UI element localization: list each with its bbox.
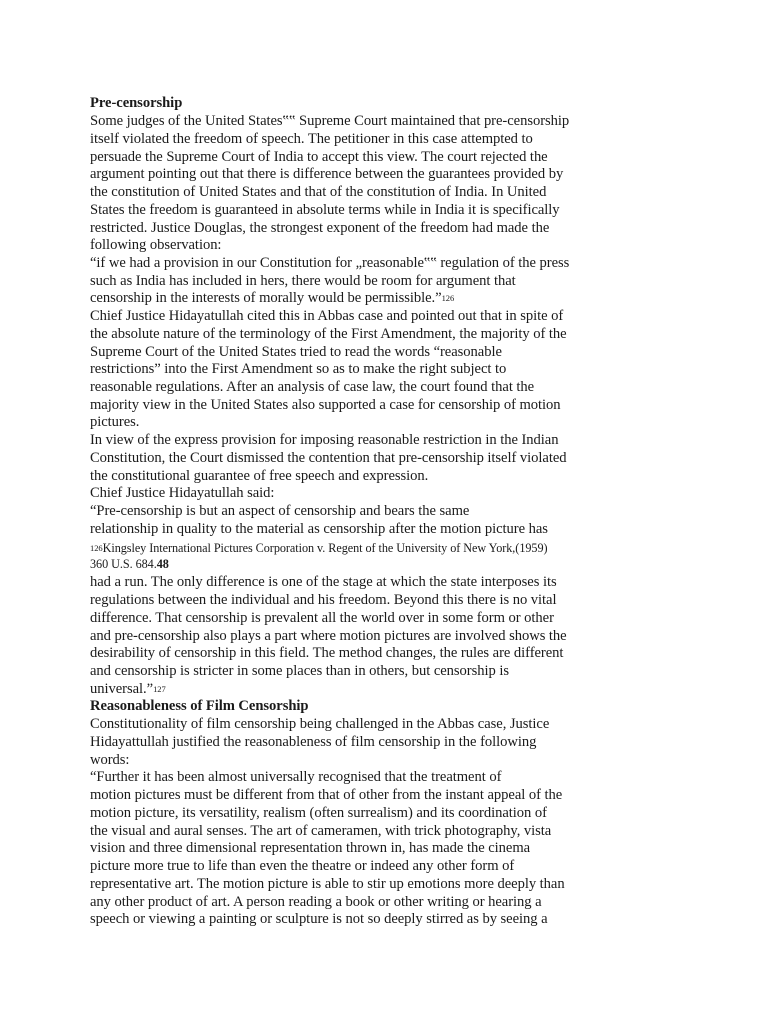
text-line: words:: [90, 752, 130, 768]
text-line: the constitutional guarantee of free speech and expression.: [90, 468, 429, 484]
footnote-ref-126: 126: [441, 293, 455, 303]
quote-text: universal.”: [90, 681, 154, 697]
quote-line: desirability of censorship in this field. The method changes, the rules are different: [90, 645, 564, 661]
text-line: following observation:: [90, 237, 222, 253]
quote-line: motion pictures must be different from that of other from the instant appeal of the: [90, 787, 563, 803]
text-line: argument pointing out that there is difference between the guarantees provided by: [90, 166, 564, 182]
quote-line: and pre-censorship also plays a part where motion pictures are involved shows the: [90, 628, 567, 644]
text-line: restricted. Justice Douglas, the strongest exponent of the freedom had made the: [90, 220, 550, 236]
quote-line: motion picture, its versatility, realism (often surrealism) and its coordination of: [90, 805, 547, 821]
text-line: the absolute nature of the terminology of the First Amendment, the majority of the: [90, 326, 567, 342]
section-heading-pre-censorship: Pre-censorship: [90, 95, 183, 111]
quote-line: [90, 680, 166, 698]
text-line: Some judges of the United States‟‟ Supreme Court maintained that pre-censorship: [90, 113, 570, 129]
page-number: 48: [156, 557, 169, 571]
quote-line: relationship in quality to the material as censorship after the motion picture has: [90, 521, 548, 537]
text-line: Constitution, the Court dismissed the contention that pre-censorship itself violated: [90, 450, 567, 466]
quote-line: the visual and aural senses. The art of cameramen, with trick photography, vista: [90, 823, 552, 839]
footnote-label-126: 126: [90, 543, 103, 553]
quote-line: picture more true to life than even the theatre or indeed any other form of: [90, 858, 515, 874]
quote-line: any other product of art. A person reading a book or other writing or hearing a: [90, 894, 542, 910]
footnote-text: Kingsley International Pictures Corporation v. Regent of the University of New York,(1959): [102, 541, 548, 555]
quote-line: [90, 289, 454, 307]
section-heading-reasonableness: Reasonableness of Film Censorship: [90, 698, 309, 714]
text-line: persuade the Supreme Court of India to accept this view. The court rejected the: [90, 149, 548, 165]
text-line: restrictions” into the First Amendment so as to make the right subject to: [90, 361, 507, 377]
quote-line: “Pre-censorship is but an aspect of censorship and bears the same: [90, 503, 470, 519]
quote-text: censorship in the interests of morally would be permissible.”: [90, 290, 442, 306]
footnote-text: 360 U.S. 684.: [90, 557, 157, 571]
quote-line: “if we had a provision in our Constitution for „reasonable‟‟ regulation of the press: [90, 255, 570, 271]
quote-line: such as India has included in hers, there would be room for argument that: [90, 273, 516, 289]
text-line: the constitution of United States and that of the constitution of India. In United: [90, 184, 547, 200]
text-line: pictures.: [90, 414, 140, 430]
quote-line: representative art. The motion picture is able to stir up emotions more deeply than: [90, 876, 565, 892]
quote-line: had a run. The only difference is one of the stage at which the state interposes its: [90, 574, 557, 590]
text-line: Chief Justice Hidayatullah cited this in Abbas case and pointed out that in spite of: [90, 308, 564, 324]
text-line: In view of the express provision for imposing reasonable restriction in the Indian: [90, 432, 559, 448]
footnote-126-continued: [90, 556, 169, 572]
quote-line: “Further it has been almost universally recognised that the treatment of: [90, 769, 502, 785]
text-line: States the freedom is guaranteed in absolute terms while in India it is specifically: [90, 202, 560, 218]
quote-line: vision and three dimensional representation thrown in, has made the cinema: [90, 840, 531, 856]
footnote-126: [90, 540, 548, 556]
text-line: Supreme Court of the United States tried to read the words “reasonable: [90, 344, 502, 360]
quote-line: and censorship is stricter in some places than in others, but censorship is: [90, 663, 509, 679]
text-line: reasonable regulations. After an analysis of case law, the court found that the: [90, 379, 535, 395]
text-line: itself violated the freedom of speech. The petitioner in this case attempted to: [90, 131, 533, 147]
quote-line: speech or viewing a painting or sculpture is not so deeply stirred as by seeing a: [90, 911, 548, 927]
text-line: Chief Justice Hidayatullah said:: [90, 485, 275, 501]
text-line: Constitutionality of film censorship being challenged in the Abbas case, Justice: [90, 716, 550, 732]
footnote-ref-127: 127: [153, 684, 166, 694]
quote-line: regulations between the individual and his freedom. Beyond this there is no vital: [90, 592, 557, 608]
text-line: Hidayattullah justified the reasonableness of film censorship in the following: [90, 734, 537, 750]
quote-line: difference. That censorship is prevalent all the world over in some form or other: [90, 610, 554, 626]
text-line: majority view in the United States also supported a case for censorship of motion: [90, 397, 561, 413]
